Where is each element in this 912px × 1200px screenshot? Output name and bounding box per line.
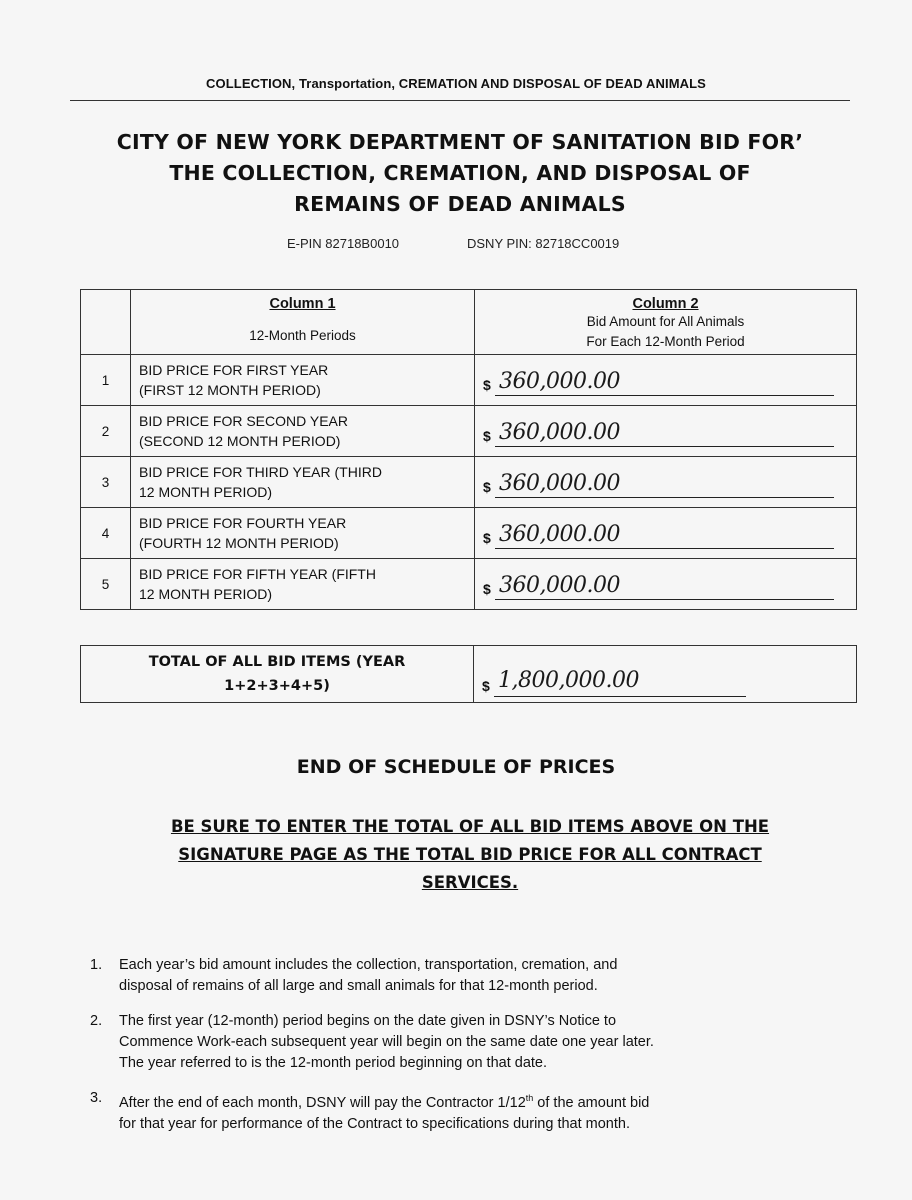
total-row: [81, 646, 857, 703]
table-row: [81, 508, 857, 559]
period-line: (FIRST 12 MONTH PERIOD): [139, 382, 321, 398]
title-line: CITY OF NEW YORK DEPARTMENT OF SANITATION BID FOR’: [116, 130, 804, 154]
table-row: [81, 457, 857, 508]
period-line: (FOURTH 12 MONTH PERIOD): [139, 535, 339, 551]
bid-amount-field[interactable]: [475, 508, 857, 559]
note-line: Each year’s bid amount includes the collection, transportation, cremation, and: [119, 957, 618, 973]
note-line: [119, 1088, 824, 1114]
bid-amount-field[interactable]: [475, 559, 857, 610]
period-description: [131, 508, 475, 559]
row-number: 4: [81, 508, 131, 559]
table-row: [81, 355, 857, 406]
period-line: (SECOND 12 MONTH PERIOD): [139, 433, 341, 449]
total-label-line: TOTAL OF ALL BID ITEMS (YEAR: [148, 654, 406, 670]
note-line: Commence Work-each subsequent year will begin on the same date one year later.: [119, 1034, 654, 1050]
note-line: The year referred to is the 12-month period beginning on that date.: [119, 1055, 548, 1071]
title-line: REMAINS OF DEAD ANIMALS: [294, 192, 626, 216]
amount-underline: [495, 395, 834, 396]
total-amount-field[interactable]: [474, 646, 857, 703]
note-line: disposal of remains of all large and small animals for that 12-month period.: [119, 978, 598, 994]
dollar-sign: $: [482, 678, 490, 694]
column2-title: Column 2: [632, 296, 699, 312]
header-num-cell: [81, 290, 131, 355]
note-line: for that year for performance of the Contract to specifications during that month.: [119, 1115, 630, 1132]
note-number: 3.: [90, 1090, 103, 1106]
dollar-sign: $: [483, 530, 491, 546]
running-header: COLLECTION, Transportation, CREMATION AND DISPOSAL OF DEAD ANIMALS: [206, 76, 706, 91]
amount-underline: [495, 548, 834, 549]
bid-amount-field[interactable]: [475, 355, 857, 406]
column2-subtitle-line: For Each 12-Month Period: [586, 334, 745, 349]
list-item: [84, 1088, 824, 1135]
period-line: 12 MONTH PERIOD): [139, 484, 273, 500]
bid-amount-field[interactable]: [475, 406, 857, 457]
handwritten-amount: 360,000.00: [499, 522, 620, 547]
period-line: BID PRICE FOR FOURTH YEAR: [139, 515, 347, 531]
period-description: [131, 406, 475, 457]
column1-subtitle: 12-Month Periods: [249, 328, 356, 343]
handwritten-amount: 360,000.00: [499, 573, 620, 598]
instruction-line: BE SURE TO ENTER THE TOTAL OF ALL BID ITEMS ABOVE ON THE: [170, 817, 770, 836]
period-line: 12 MONTH PERIOD): [139, 586, 273, 602]
header-rule: [70, 100, 850, 101]
column2-header: [475, 290, 857, 355]
row-number: 1: [81, 355, 131, 406]
instruction-line: SERVICES.: [421, 873, 519, 892]
list-item: [84, 955, 824, 997]
table-row: [81, 559, 857, 610]
note-number: 1.: [90, 957, 103, 973]
total-label: [81, 646, 474, 703]
amount-underline: [494, 696, 746, 697]
ordinal-suffix: th: [525, 1093, 534, 1103]
period-description: [131, 559, 475, 610]
amount-underline: [495, 599, 834, 600]
row-number: 2: [81, 406, 131, 457]
period-description: [131, 457, 475, 508]
column2-subtitle-line: Bid Amount for All Animals: [586, 314, 745, 329]
total-table: [80, 645, 857, 703]
period-line: BID PRICE FOR FIFTH YEAR (FIFTH: [139, 566, 376, 582]
note-number: 2.: [90, 1013, 103, 1029]
table-row: [81, 406, 857, 457]
dollar-sign: $: [483, 377, 491, 393]
period-line: BID PRICE FOR THIRD YEAR (THIRD: [139, 464, 382, 480]
period-line: BID PRICE FOR SECOND YEAR: [139, 413, 349, 429]
notes-list: [84, 955, 824, 1149]
column1-title: Column 1: [269, 296, 336, 312]
bid-amount-field[interactable]: [475, 457, 857, 508]
handwritten-amount: 360,000.00: [499, 420, 620, 445]
handwritten-amount: 360,000.00: [499, 369, 620, 394]
dollar-sign: $: [483, 479, 491, 495]
dollar-sign: $: [483, 428, 491, 444]
list-item: [84, 1011, 824, 1074]
epin-label: E-PIN 82718B0010: [287, 236, 400, 251]
dsny-pin-label: DSNY PIN: 82718CC0019: [467, 236, 620, 251]
instruction-note: [100, 813, 840, 897]
note-text: of the amount bid: [533, 1094, 650, 1111]
handwritten-total: 1,800,000.00: [498, 668, 639, 693]
table-header-row: [81, 290, 857, 355]
row-number: 5: [81, 559, 131, 610]
period-description: [131, 355, 475, 406]
document-title: [60, 127, 860, 220]
period-line: BID PRICE FOR FIRST YEAR: [139, 362, 329, 378]
note-line: The first year (12-month) period begins on the date given in DSNY’s Notice to: [119, 1013, 617, 1029]
dollar-sign: $: [483, 581, 491, 597]
total-label-line: 1+2+3+4+5): [224, 678, 330, 694]
column1-header: [131, 290, 475, 355]
title-line: THE COLLECTION, CREMATION, AND DISPOSAL OF: [169, 161, 751, 185]
end-heading: END OF SCHEDULE OF PRICES: [296, 756, 616, 778]
amount-underline: [495, 497, 834, 498]
instruction-line: SIGNATURE PAGE AS THE TOTAL BID PRICE FOR ALL CONTRACT: [178, 845, 762, 864]
amount-underline: [495, 446, 834, 447]
handwritten-amount: 360,000.00: [499, 471, 620, 496]
bid-price-table: [80, 289, 857, 610]
row-number: 3: [81, 457, 131, 508]
note-text: After the end of each month, DSNY will pay the Contractor 1/12: [119, 1094, 526, 1111]
